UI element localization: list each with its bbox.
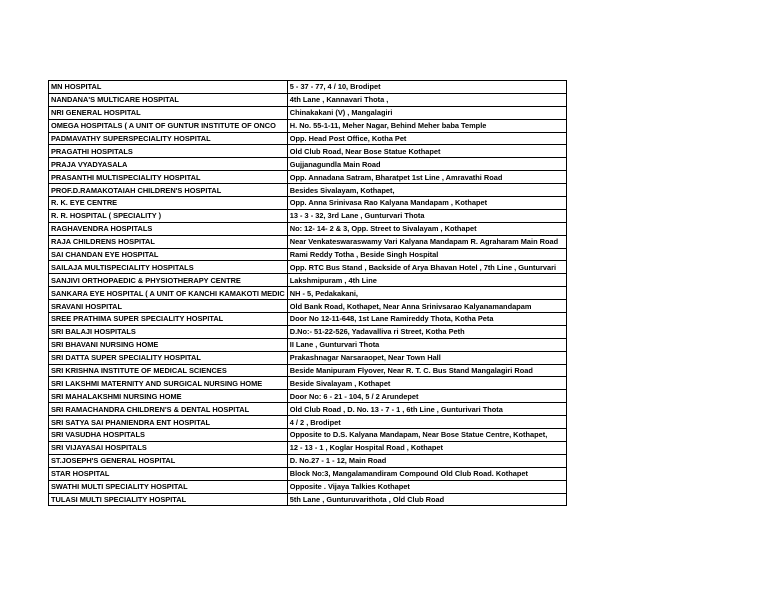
table-row [49, 197, 567, 210]
hospital-address-cell: 13 - 3 - 32, 3rd Lane , Gunturvari Thota [287, 209, 566, 222]
table-row [49, 235, 567, 248]
table-row [49, 441, 567, 454]
hospital-address-cell: Old Club Road , D. No. 13 - 7 - 1 , 6th Line , Gunturivari Thota [287, 403, 566, 416]
hospital-name-cell: R. K. EYE CENTRE [49, 197, 288, 210]
hospital-address-cell: H. No. 55-1-11, Meher Nagar, Behind Meher baba Temple [287, 119, 566, 132]
table-row [49, 132, 567, 145]
table-row [49, 209, 567, 222]
hospital-name-cell: PADMAVATHY SUPERSPECIALITY HOSPITAL [49, 132, 288, 145]
hospital-address-cell: 12 - 13 - 1 , Koglar Hospital Road , Kothapet [287, 441, 566, 454]
hospital-address-cell: 5th Lane , Gunturuvarithota , Old Club Road [287, 493, 566, 506]
table-row [49, 158, 567, 171]
hospital-address-cell: Besides Sivalayam, Kothapet, [287, 184, 566, 197]
table-row [49, 248, 567, 261]
hospital-name-cell: SREE PRATHIMA SUPER SPECIALITY HOSPITAL [49, 313, 288, 326]
table-row [49, 145, 567, 158]
table-row [49, 364, 567, 377]
hospital-address-cell: D.No:- 51-22-526, Yadavalliva ri Street, Kotha Peth [287, 325, 566, 338]
hospital-name-cell: RAGHAVENDRA HOSPITALS [49, 222, 288, 235]
table-row [49, 390, 567, 403]
hospital-table-body [49, 81, 567, 506]
hospital-address-cell: 5 - 37 - 77, 4 / 10, Brodipet [287, 81, 566, 94]
hospital-name-cell: PROF.D.RAMAKOTAIAH CHILDREN'S HOSPITAL [49, 184, 288, 197]
table-row [49, 261, 567, 274]
hospital-address-cell: D. No.27 - 1 - 12, Main Road [287, 454, 566, 467]
hospital-address-cell: Block No:3, Mangalamandiram Compound Old Club Road. Kothapet [287, 467, 566, 480]
table-row [49, 338, 567, 351]
hospital-name-cell: SANKARA EYE HOSPITAL ( A UNIT OF KANCHI KAMAKOTI MEDIC [49, 287, 288, 300]
table-row [49, 119, 567, 132]
hospital-address-cell: Opposite to D.S. Kalyana Mandapam, Near Bose Statue Centre, Kothapet, [287, 429, 566, 442]
hospital-name-cell: SRI KRISHNA INSTITUTE OF MEDICAL SCIENCES [49, 364, 288, 377]
table-row [49, 325, 567, 338]
hospital-name-cell: SRI VIJAYASAI HOSPITALS [49, 441, 288, 454]
hospital-address-cell: Opp. RTC Bus Stand , Backside of Arya Bhavan Hotel , 7th Line , Gunturvari [287, 261, 566, 274]
hospital-name-cell: ST.JOSEPH'S GENERAL HOSPITAL [49, 454, 288, 467]
hospital-name-cell: RAJA CHILDRENS HOSPITAL [49, 235, 288, 248]
hospital-address-cell: NH - 5, Pedakakani, [287, 287, 566, 300]
table-row [49, 351, 567, 364]
hospital-name-cell: SAI CHANDAN EYE HOSPITAL [49, 248, 288, 261]
table-row [49, 493, 567, 506]
hospital-address-cell: Prakashnagar Narsaraopet, Near Town Hall [287, 351, 566, 364]
hospital-address-cell: Opposite . Vijaya Talkies Kothapet [287, 480, 566, 493]
hospital-address-cell: Opp. Anna Srinivasa Rao Kalyana Mandapam , Kothapet [287, 197, 566, 210]
hospital-address-cell: Beside Manipuram Flyover, Near R. T. C. Bus Stand Mangalagiri Road [287, 364, 566, 377]
table-row [49, 467, 567, 480]
hospital-address-cell: No: 12- 14- 2 & 3, Opp. Street to Sivalayam , Kothapet [287, 222, 566, 235]
hospital-name-cell: SANJIVI ORTHOPAEDIC & PHYSIOTHERAPY CENTRE [49, 274, 288, 287]
table-row [49, 429, 567, 442]
hospital-address-cell: 4 / 2 , Brodipet [287, 416, 566, 429]
table-row [49, 480, 567, 493]
table-row [49, 81, 567, 94]
hospital-address-cell: Door No: 6 - 21 - 104, 5 / 2 Arundepet [287, 390, 566, 403]
hospital-address-cell: Lakshmipuram , 4th Line [287, 274, 566, 287]
hospital-address-cell: Opp. Head Post Office, Kotha Pet [287, 132, 566, 145]
table-row [49, 287, 567, 300]
hospital-name-cell: MN HOSPITAL [49, 81, 288, 94]
table-row [49, 106, 567, 119]
hospital-address-cell: Opp. Annadana Satram, Bharatpet 1st Line , Amravathi Road [287, 171, 566, 184]
table-row [49, 184, 567, 197]
hospital-name-cell: SRI SATYA SAI PHANIENDRA ENT HOSPITAL [49, 416, 288, 429]
hospital-name-cell: PRAGATHI HOSPITALS [49, 145, 288, 158]
hospital-address-cell: Chinakakani (V) , Mangalagiri [287, 106, 566, 119]
hospital-address-cell: Door No 12-11-648, 1st Lane Ramireddy Thota, Kotha Peta [287, 313, 566, 326]
hospital-name-cell: SRI DATTA SUPER SPECIALITY HOSPITAL [49, 351, 288, 364]
hospital-address-cell: Beside Sivalayam , Kothapet [287, 377, 566, 390]
table-row [49, 300, 567, 313]
table-row [49, 313, 567, 326]
hospital-name-cell: SWATHI MULTI SPECIALITY HOSPITAL [49, 480, 288, 493]
table-row [49, 93, 567, 106]
hospital-address-cell: Near Venkateswaraswamy Vari Kalyana Mandapam R. Agraharam Main Road [287, 235, 566, 248]
hospital-name-cell: SRAVANI HOSPITAL [49, 300, 288, 313]
hospital-address-cell: Rami Reddy Totha , Beside Singh Hospital [287, 248, 566, 261]
table-row [49, 403, 567, 416]
table-row [49, 416, 567, 429]
table-row [49, 171, 567, 184]
hospital-address-cell: 4th Lane , Kannavari Thota , [287, 93, 566, 106]
hospital-name-cell: R. R. HOSPITAL ( SPECIALITY ) [49, 209, 288, 222]
hospital-name-cell: SRI MAHALAKSHMI NURSING HOME [49, 390, 288, 403]
hospital-name-cell: PRASANTHI MULTISPECIALITY HOSPITAL [49, 171, 288, 184]
table-row [49, 222, 567, 235]
hospital-name-cell: SRI BALAJI HOSPITALS [49, 325, 288, 338]
hospital-name-cell: SRI VASUDHA HOSPITALS [49, 429, 288, 442]
hospital-name-cell: SRI BHAVANI NURSING HOME [49, 338, 288, 351]
hospital-address-cell: II Lane , Gunturvari Thota [287, 338, 566, 351]
hospital-address-cell: Gujjanagundla Main Road [287, 158, 566, 171]
hospital-name-cell: SRI LAKSHMI MATERNITY AND SURGICAL NURSING HOME [49, 377, 288, 390]
table-row [49, 377, 567, 390]
hospital-name-cell: PRAJA VYADYASALA [49, 158, 288, 171]
hospital-name-cell: SAILAJA MULTISPECIALITY HOSPITALS [49, 261, 288, 274]
table-row [49, 274, 567, 287]
hospital-address-cell: Old Bank Road, Kothapet, Near Anna Srinivsarao Kalyanamandapam [287, 300, 566, 313]
hospital-name-cell: TULASI MULTI SPECIALITY HOSPITAL [49, 493, 288, 506]
hospital-table [48, 80, 567, 506]
hospital-name-cell: NANDANA'S MULTICARE HOSPITAL [49, 93, 288, 106]
hospital-name-cell: SRI RAMACHANDRA CHILDREN'S & DENTAL HOSPITAL [49, 403, 288, 416]
table-row [49, 454, 567, 467]
hospital-name-cell: STAR HOSPITAL [49, 467, 288, 480]
hospital-address-cell: Old Club Road, Near Bose Statue Kothapet [287, 145, 566, 158]
hospital-name-cell: NRI GENERAL HOSPITAL [49, 106, 288, 119]
hospital-name-cell: OMEGA HOSPITALS ( A UNIT OF GUNTUR INSTITUTE OF ONCO [49, 119, 288, 132]
